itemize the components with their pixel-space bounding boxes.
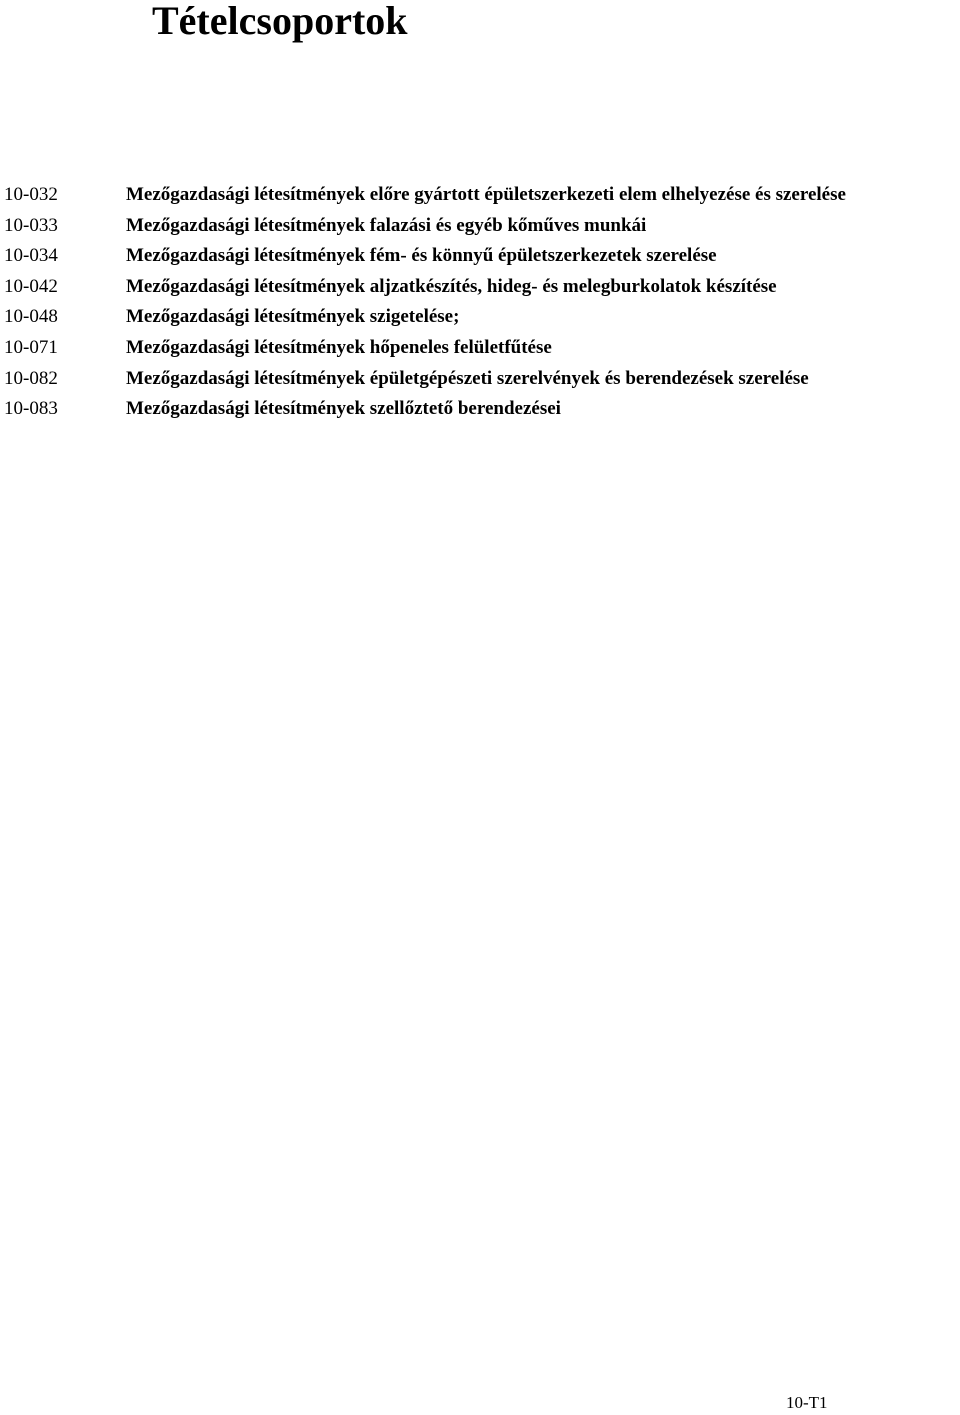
item-title: Mezőgazdasági létesítmények épületgépészeti szerelvények és berendezések szerelése [126,367,809,389]
list-item [0,180,960,211]
item-title: Mezőgazdasági létesítmények fém- és könnyű épületszerkezetek szerelése [126,245,717,267]
item-code: 10-033 [4,214,58,236]
list-item [0,364,960,395]
list-item [0,272,960,303]
list-item [0,302,960,333]
item-title: Mezőgazdasági létesítmények szigetelése; [126,306,460,328]
item-title: Mezőgazdasági létesítmények hőpeneles felületfűtése [126,336,552,358]
list-item [0,333,960,364]
item-title: Mezőgazdasági létesítmények aljzatkészítés, hideg- és melegburkolatok készítése [126,275,777,297]
item-title: Mezőgazdasági létesítmények falazási és egyéb kőműves munkái [126,214,647,236]
item-code: 10-048 [4,306,58,328]
item-code: 10-083 [4,398,58,420]
list-item [0,394,960,425]
item-title: Mezőgazdasági létesítmények szellőztető berendezései [126,398,561,420]
item-code: 10-032 [4,184,58,205]
item-group-list [0,180,960,425]
item-code: 10-034 [4,245,58,267]
list-item [0,241,960,272]
item-code: 10-082 [4,367,58,389]
item-code: 10-071 [4,336,58,358]
page-number: 10-T1 [786,1393,828,1412]
item-code: 10-042 [4,275,58,297]
item-title: Mezőgazdasági létesítmények előre gyártott épületszerkezeti elem elhelyezése és szerelése [126,184,846,205]
list-item [0,211,960,242]
page-title: Tételcsoportok [152,0,408,43]
